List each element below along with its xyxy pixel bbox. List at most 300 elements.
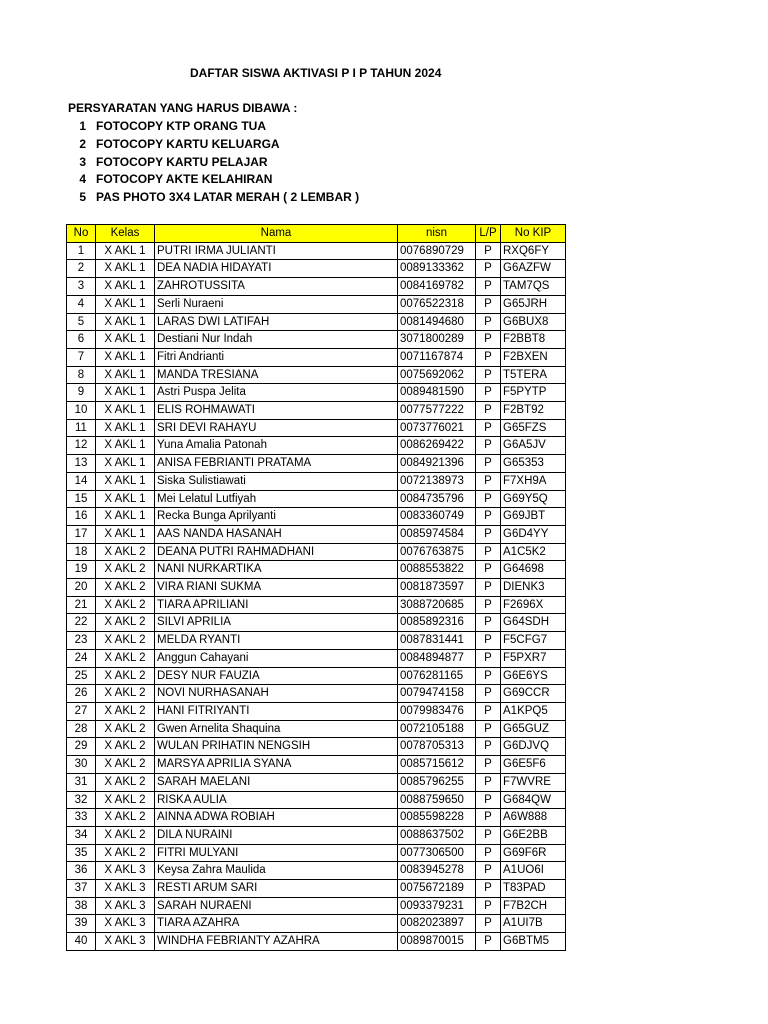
- cell-lp: P: [476, 419, 501, 437]
- cell-no-kip: G69JBT: [501, 508, 566, 526]
- cell-nama: ELIS ROHMAWATI: [155, 402, 398, 420]
- cell-nisn: 3088720685: [398, 596, 476, 614]
- cell-kelas: X AKL 1: [96, 384, 155, 402]
- table-row: [67, 826, 566, 844]
- cell-lp: P: [476, 543, 501, 561]
- cell-no-kip: F2696X: [501, 596, 566, 614]
- cell-kelas: X AKL 2: [96, 791, 155, 809]
- cell-lp: P: [476, 880, 501, 898]
- cell-nama: Gwen Arnelita Shaquina: [155, 720, 398, 738]
- cell-no-kip: G6D4YY: [501, 525, 566, 543]
- cell-kelas: X AKL 2: [96, 773, 155, 791]
- cell-nisn: 0089870015: [398, 933, 476, 951]
- cell-nama: Keysa Zahra Maulida: [155, 862, 398, 880]
- cell-nama: SILVI APRILIA: [155, 614, 398, 632]
- cell-nisn: 0089133362: [398, 260, 476, 278]
- cell-nama: MARSYA APRILIA SYANA: [155, 756, 398, 774]
- cell-nama: NANI NURKARTIKA: [155, 561, 398, 579]
- cell-lp: P: [476, 490, 501, 508]
- cell-kelas: X AKL 2: [96, 614, 155, 632]
- cell-lp: P: [476, 472, 501, 490]
- requirement-number: 2: [79, 136, 86, 151]
- cell-nisn: 0088553822: [398, 561, 476, 579]
- cell-lp: P: [476, 667, 501, 685]
- cell-lp: P: [476, 915, 501, 933]
- cell-lp: P: [476, 348, 501, 366]
- cell-lp: P: [476, 508, 501, 526]
- cell-nama: RESTI ARUM SARI: [155, 880, 398, 898]
- column-header-no-kip: No KIP: [501, 225, 566, 243]
- table-row: [67, 933, 566, 951]
- cell-no: 34: [67, 826, 96, 844]
- cell-no-kip: G6E5F6: [501, 756, 566, 774]
- table-row: [67, 667, 566, 685]
- cell-kelas: X AKL 1: [96, 508, 155, 526]
- cell-no-kip: G6E2BB: [501, 826, 566, 844]
- cell-no: 25: [67, 667, 96, 685]
- requirement-number: 5: [79, 190, 86, 205]
- cell-lp: P: [476, 649, 501, 667]
- cell-lp: P: [476, 685, 501, 703]
- cell-nama: Astri Puspa Jelita: [155, 384, 398, 402]
- cell-no-kip: TAM7QS: [501, 278, 566, 296]
- table-row: [67, 384, 566, 402]
- cell-nisn: 0079474158: [398, 685, 476, 703]
- cell-no: 14: [67, 472, 96, 490]
- table-row: [67, 862, 566, 880]
- cell-lp: P: [476, 331, 501, 349]
- table-row: [67, 632, 566, 650]
- table-row: [67, 685, 566, 703]
- cell-no-kip: G64SDH: [501, 614, 566, 632]
- cell-nama: NOVI NURHASANAH: [155, 685, 398, 703]
- cell-nisn: 0088759650: [398, 791, 476, 809]
- table-row: [67, 844, 566, 862]
- cell-nama: Destiani Nur Indah: [155, 331, 398, 349]
- cell-kelas: X AKL 1: [96, 295, 155, 313]
- cell-kelas: X AKL 2: [96, 667, 155, 685]
- cell-nisn: 0089481590: [398, 384, 476, 402]
- cell-no-kip: G65353: [501, 455, 566, 473]
- requirement-item: [68, 154, 359, 172]
- table-row: [67, 614, 566, 632]
- cell-nama: Siska Sulistiawati: [155, 472, 398, 490]
- cell-kelas: X AKL 1: [96, 437, 155, 455]
- table-row: [67, 260, 566, 278]
- cell-no: 12: [67, 437, 96, 455]
- cell-nisn: 0086269422: [398, 437, 476, 455]
- cell-no: 26: [67, 685, 96, 703]
- cell-kelas: X AKL 1: [96, 490, 155, 508]
- cell-no: 40: [67, 933, 96, 951]
- requirement-text: FOTOCOPY AKTE KELAHIRAN: [96, 172, 273, 187]
- table-row: [67, 419, 566, 437]
- cell-nama: Recka Bunga Aprilyanti: [155, 508, 398, 526]
- cell-lp: P: [476, 862, 501, 880]
- cell-kelas: X AKL 1: [96, 348, 155, 366]
- cell-no-kip: G69CCR: [501, 685, 566, 703]
- requirement-item: [68, 118, 359, 136]
- cell-lp: P: [476, 437, 501, 455]
- cell-no-kip: G6BUX8: [501, 313, 566, 331]
- cell-nisn: 0085715612: [398, 756, 476, 774]
- cell-kelas: X AKL 3: [96, 915, 155, 933]
- cell-nama: Anggun Cahayani: [155, 649, 398, 667]
- requirement-number: 3: [79, 154, 86, 169]
- table-row: [67, 490, 566, 508]
- cell-kelas: X AKL 2: [96, 596, 155, 614]
- cell-nama: AAS NANDA HASANAH: [155, 525, 398, 543]
- cell-kelas: X AKL 3: [96, 880, 155, 898]
- cell-no-kip: T5TERA: [501, 366, 566, 384]
- cell-kelas: X AKL 2: [96, 579, 155, 597]
- cell-no: 10: [67, 402, 96, 420]
- cell-no-kip: F2BBT8: [501, 331, 566, 349]
- cell-no: 33: [67, 809, 96, 827]
- cell-nama: RISKA AULIA: [155, 791, 398, 809]
- cell-nama: DILA NURAINI: [155, 826, 398, 844]
- cell-nisn: 0072138973: [398, 472, 476, 490]
- cell-lp: P: [476, 278, 501, 296]
- cell-kelas: X AKL 1: [96, 455, 155, 473]
- cell-nisn: 0077306500: [398, 844, 476, 862]
- cell-lp: P: [476, 596, 501, 614]
- cell-lp: P: [476, 579, 501, 597]
- cell-nama: LARAS DWI LATIFAH: [155, 313, 398, 331]
- cell-no-kip: F7WVRE: [501, 773, 566, 791]
- cell-kelas: X AKL 3: [96, 897, 155, 915]
- cell-nama: Mei Lelatul Lutfiyah: [155, 490, 398, 508]
- cell-nama: AINNA ADWA ROBIAH: [155, 809, 398, 827]
- cell-kelas: X AKL 2: [96, 809, 155, 827]
- table-row: [67, 880, 566, 898]
- cell-kelas: X AKL 1: [96, 366, 155, 384]
- cell-kelas: X AKL 2: [96, 844, 155, 862]
- cell-nisn: 0076890729: [398, 242, 476, 260]
- cell-nisn: 0083945278: [398, 862, 476, 880]
- table-row: [67, 897, 566, 915]
- cell-kelas: X AKL 2: [96, 649, 155, 667]
- cell-nisn: 0084894877: [398, 649, 476, 667]
- table-row: [67, 915, 566, 933]
- cell-no: 5: [67, 313, 96, 331]
- table-row: [67, 331, 566, 349]
- cell-kelas: X AKL 2: [96, 826, 155, 844]
- column-header-nisn: nisn: [398, 225, 476, 243]
- cell-no-kip: G64698: [501, 561, 566, 579]
- cell-nisn: 0071167874: [398, 348, 476, 366]
- cell-kelas: X AKL 1: [96, 525, 155, 543]
- cell-nisn: 0078705313: [398, 738, 476, 756]
- cell-no-kip: G6BTM5: [501, 933, 566, 951]
- cell-lp: P: [476, 561, 501, 579]
- cell-nama: ZAHROTUSSITA: [155, 278, 398, 296]
- cell-nisn: 0079983476: [398, 702, 476, 720]
- cell-nisn: 0072105188: [398, 720, 476, 738]
- cell-kelas: X AKL 1: [96, 472, 155, 490]
- table-row: [67, 579, 566, 597]
- cell-lp: P: [476, 295, 501, 313]
- cell-no-kip: F2BT92: [501, 402, 566, 420]
- cell-kelas: X AKL 2: [96, 561, 155, 579]
- cell-nama: DEA NADIA HIDAYATI: [155, 260, 398, 278]
- requirement-text: FOTOCOPY KARTU PELAJAR: [96, 154, 268, 169]
- table-row: [67, 295, 566, 313]
- cell-no-kip: RXQ6FY: [501, 242, 566, 260]
- table-row: [67, 508, 566, 526]
- cell-nisn: 0085796255: [398, 773, 476, 791]
- cell-nisn: 0081873597: [398, 579, 476, 597]
- cell-no-kip: G6A5JV: [501, 437, 566, 455]
- cell-no: 22: [67, 614, 96, 632]
- table-row: [67, 596, 566, 614]
- cell-nisn: 3071800289: [398, 331, 476, 349]
- cell-lp: P: [476, 720, 501, 738]
- table-row: [67, 649, 566, 667]
- cell-no: 28: [67, 720, 96, 738]
- cell-no-kip: F2BXEN: [501, 348, 566, 366]
- cell-lp: P: [476, 366, 501, 384]
- cell-no: 30: [67, 756, 96, 774]
- cell-kelas: X AKL 2: [96, 756, 155, 774]
- cell-no-kip: G6AZFW: [501, 260, 566, 278]
- table-header-row: [67, 225, 566, 243]
- cell-nama: SARAH NURAENI: [155, 897, 398, 915]
- cell-kelas: X AKL 1: [96, 278, 155, 296]
- table-row: [67, 720, 566, 738]
- cell-no-kip: T83PAD: [501, 880, 566, 898]
- cell-no: 11: [67, 419, 96, 437]
- requirement-item: [68, 189, 359, 207]
- cell-no-kip: A1UO6I: [501, 862, 566, 880]
- cell-kelas: X AKL 2: [96, 702, 155, 720]
- cell-no: 4: [67, 295, 96, 313]
- cell-nama: TIARA AZAHRA: [155, 915, 398, 933]
- cell-nama: Yuna Amalia Patonah: [155, 437, 398, 455]
- cell-no: 7: [67, 348, 96, 366]
- column-header-no: No: [67, 225, 96, 243]
- requirement-item: [68, 171, 359, 189]
- cell-no-kip: G65FZS: [501, 419, 566, 437]
- cell-no: 8: [67, 366, 96, 384]
- cell-lp: P: [476, 313, 501, 331]
- cell-kelas: X AKL 1: [96, 419, 155, 437]
- cell-kelas: X AKL 2: [96, 543, 155, 561]
- cell-nisn: 0081494680: [398, 313, 476, 331]
- cell-no-kip: G6E6YS: [501, 667, 566, 685]
- requirements-heading: PERSYARATAN YANG HARUS DIBAWA :: [68, 101, 298, 115]
- cell-no: 31: [67, 773, 96, 791]
- cell-nama: WINDHA FEBRIANTY AZAHRA: [155, 933, 398, 951]
- cell-no-kip: G6DJVQ: [501, 738, 566, 756]
- cell-no-kip: A6W888: [501, 809, 566, 827]
- table-row: [67, 543, 566, 561]
- cell-no-kip: DIENK3: [501, 579, 566, 597]
- cell-no: 9: [67, 384, 96, 402]
- column-header-kelas: Kelas: [96, 225, 155, 243]
- cell-nisn: 0084169782: [398, 278, 476, 296]
- cell-nisn: 0085892316: [398, 614, 476, 632]
- cell-nisn: 0085974584: [398, 525, 476, 543]
- cell-lp: P: [476, 844, 501, 862]
- column-header-nama: Nama: [155, 225, 398, 243]
- cell-no-kip: F7B2CH: [501, 897, 566, 915]
- cell-nama: ANISA FEBRIANTI PRATAMA: [155, 455, 398, 473]
- cell-no-kip: F5PXR7: [501, 649, 566, 667]
- cell-no-kip: G69F6R: [501, 844, 566, 862]
- cell-no: 29: [67, 738, 96, 756]
- requirement-number: 1: [79, 119, 86, 133]
- requirement-number: 4: [79, 172, 86, 187]
- cell-no: 24: [67, 649, 96, 667]
- cell-nama: MELDA RYANTI: [155, 632, 398, 650]
- cell-no-kip: F5PYTP: [501, 384, 566, 402]
- cell-nama: VIRA RIANI SUKMA: [155, 579, 398, 597]
- cell-nama: HANI FITRIYANTI: [155, 702, 398, 720]
- table-row: [67, 756, 566, 774]
- cell-nisn: 0076763875: [398, 543, 476, 561]
- table-row: [67, 809, 566, 827]
- cell-nisn: 0075692062: [398, 366, 476, 384]
- table-row: [67, 348, 566, 366]
- cell-lp: P: [476, 242, 501, 260]
- cell-lp: P: [476, 632, 501, 650]
- table-row: [67, 702, 566, 720]
- cell-nama: DEANA PUTRI RAHMADHANI: [155, 543, 398, 561]
- cell-no: 38: [67, 897, 96, 915]
- cell-no: 39: [67, 915, 96, 933]
- cell-no-kip: F5CFG7: [501, 632, 566, 650]
- cell-no: 18: [67, 543, 96, 561]
- cell-nama: PUTRI IRMA JULIANTI: [155, 242, 398, 260]
- cell-nisn: 0084921396: [398, 455, 476, 473]
- cell-no: 6: [67, 331, 96, 349]
- cell-kelas: X AKL 1: [96, 260, 155, 278]
- cell-no: 37: [67, 880, 96, 898]
- cell-nisn: 0088637502: [398, 826, 476, 844]
- cell-no-kip: G684QW: [501, 791, 566, 809]
- cell-nisn: 0093379231: [398, 897, 476, 915]
- table-row: [67, 313, 566, 331]
- cell-lp: P: [476, 826, 501, 844]
- cell-kelas: X AKL 1: [96, 313, 155, 331]
- cell-lp: P: [476, 773, 501, 791]
- table-row: [67, 773, 566, 791]
- cell-no: 15: [67, 490, 96, 508]
- cell-no: 2: [67, 260, 96, 278]
- cell-no-kip: F7XH9A: [501, 472, 566, 490]
- table-row: [67, 738, 566, 756]
- cell-kelas: X AKL 1: [96, 331, 155, 349]
- cell-no: 3: [67, 278, 96, 296]
- cell-nisn: 0087831441: [398, 632, 476, 650]
- cell-nisn: 0076522318: [398, 295, 476, 313]
- cell-nama: FITRI MULYANI: [155, 844, 398, 862]
- cell-no: 32: [67, 791, 96, 809]
- cell-lp: P: [476, 897, 501, 915]
- cell-no-kip: G69Y5Q: [501, 490, 566, 508]
- cell-nama: Fitri Andrianti: [155, 348, 398, 366]
- cell-lp: P: [476, 614, 501, 632]
- cell-nisn: 0084735796: [398, 490, 476, 508]
- cell-no-kip: A1UI7B: [501, 915, 566, 933]
- cell-lp: P: [476, 260, 501, 278]
- cell-lp: P: [476, 402, 501, 420]
- cell-nama: MANDA TRESIANA: [155, 366, 398, 384]
- cell-lp: P: [476, 809, 501, 827]
- cell-lp: P: [476, 455, 501, 473]
- cell-no: 35: [67, 844, 96, 862]
- cell-no: 36: [67, 862, 96, 880]
- requirements-list: [68, 118, 359, 207]
- cell-no: 16: [67, 508, 96, 526]
- table-row: [67, 561, 566, 579]
- cell-nama: WULAN PRIHATIN NENGSIH: [155, 738, 398, 756]
- table-body: [67, 242, 566, 950]
- cell-no-kip: G65GUZ: [501, 720, 566, 738]
- table-row: [67, 242, 566, 260]
- table-row: [67, 455, 566, 473]
- requirement-text: FOTOCOPY KTP ORANG TUA: [96, 119, 267, 133]
- cell-nisn: 0077577222: [398, 402, 476, 420]
- cell-kelas: X AKL 3: [96, 862, 155, 880]
- cell-no: 27: [67, 702, 96, 720]
- cell-no: 21: [67, 596, 96, 614]
- cell-kelas: X AKL 2: [96, 720, 155, 738]
- cell-kelas: X AKL 1: [96, 402, 155, 420]
- cell-no: 19: [67, 561, 96, 579]
- cell-kelas: X AKL 1: [96, 242, 155, 260]
- cell-no: 23: [67, 632, 96, 650]
- table-row: [67, 402, 566, 420]
- table-row: [67, 278, 566, 296]
- table-row: [67, 366, 566, 384]
- cell-lp: P: [476, 791, 501, 809]
- cell-lp: P: [476, 702, 501, 720]
- cell-lp: P: [476, 933, 501, 951]
- requirement-text: PAS PHOTO 3X4 LATAR MERAH ( 2 LEMBAR ): [96, 190, 360, 205]
- cell-lp: P: [476, 384, 501, 402]
- page-title: DAFTAR SISWA AKTIVASI P I P TAHUN 2024: [190, 66, 442, 80]
- requirement-item: [68, 136, 359, 154]
- cell-no: 1: [67, 242, 96, 260]
- table-row: [67, 525, 566, 543]
- cell-nisn: 0082023897: [398, 915, 476, 933]
- cell-no-kip: G65JRH: [501, 295, 566, 313]
- cell-nama: Serli Nuraeni: [155, 295, 398, 313]
- student-table: [66, 224, 566, 951]
- cell-no-kip: A1C5K2: [501, 543, 566, 561]
- cell-nama: SARAH MAELANI: [155, 773, 398, 791]
- cell-nama: DESY NUR FAUZIA: [155, 667, 398, 685]
- cell-lp: P: [476, 756, 501, 774]
- cell-no: 13: [67, 455, 96, 473]
- table-row: [67, 472, 566, 490]
- cell-nisn: 0083360749: [398, 508, 476, 526]
- cell-kelas: X AKL 2: [96, 738, 155, 756]
- cell-nama: TIARA APRILIANI: [155, 596, 398, 614]
- table-row: [67, 437, 566, 455]
- table-row: [67, 791, 566, 809]
- cell-lp: P: [476, 525, 501, 543]
- cell-nisn: 0076281165: [398, 667, 476, 685]
- cell-no: 20: [67, 579, 96, 597]
- cell-nisn: 0073776021: [398, 419, 476, 437]
- requirement-text: FOTOCOPY KARTU KELUARGA: [96, 136, 280, 151]
- cell-no: 17: [67, 525, 96, 543]
- cell-kelas: X AKL 3: [96, 933, 155, 951]
- column-header-lp: L/P: [476, 225, 501, 243]
